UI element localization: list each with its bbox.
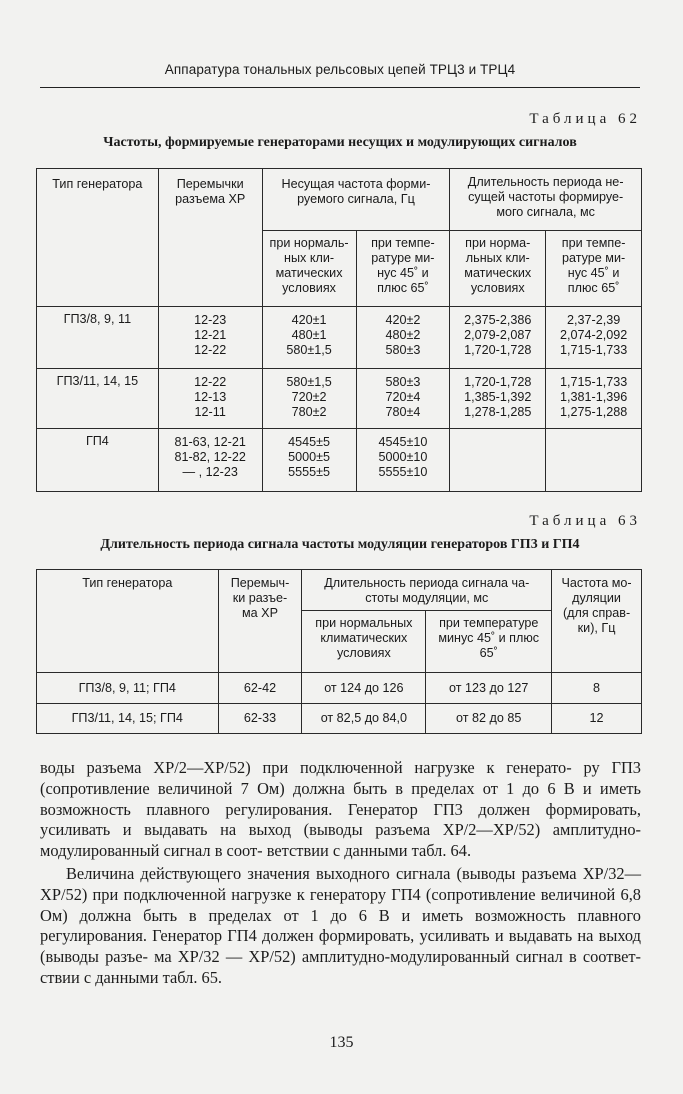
t63-header-jumpers: Перемыч- ки разъе- ма ХР <box>218 570 302 673</box>
table-row <box>37 307 642 369</box>
table62 <box>36 168 642 492</box>
t62-r2-type: ГП3/11, 14, 15 <box>37 369 159 429</box>
table63 <box>36 569 642 734</box>
t63-header-mod-freq: Частота мо- дуляции (для справ- ки), Гц <box>552 570 642 673</box>
t62-header-freq-normal: при нормаль- ных кли- матических условиях <box>262 231 356 307</box>
t62-header-carrier-period: Длительность периода не- сущей частоты формируе- мого сигнала, мс <box>450 169 642 231</box>
header-rule <box>40 87 640 88</box>
t63-r2-jumpers: 62-33 <box>218 704 302 734</box>
t62-r1-period-normal: 2,375-2,386 2,079-2,087 1,720-1,728 <box>450 307 546 369</box>
t62-header-period-temp: при темпе- ратуре ми- нус 45˚ и плюс 65˚ <box>546 231 642 307</box>
t62-r1-freq-temp: 420±2 480±2 580±3 <box>356 307 450 369</box>
t62-header-freq-temp: при темпе- ратуре ми- нус 45˚ и плюс 65˚ <box>356 231 450 307</box>
t62-r2-period-temp: 1,715-1,733 1,381-1,396 1,275-1,288 <box>546 369 642 429</box>
t62-r2-freq-normal: 580±1,5 720±2 780±2 <box>262 369 356 429</box>
t62-r2-period-normal: 1,720-1,728 1,385-1,392 1,278-1,285 <box>450 369 546 429</box>
t62-r1-type: ГП3/8, 9, 11 <box>37 307 159 369</box>
t63-header-period: Длительность периода сигнала ча- стоты модуляции, мс <box>302 570 552 611</box>
running-head: Аппаратура тональных рельсовых цепей ТРЦ3 и ТРЦ4 <box>164 62 516 77</box>
table62-number: Таблица 62 <box>529 111 641 127</box>
t63-r1-temp: от 123 до 127 <box>426 673 552 704</box>
paragraph-2: Величина действующего значения выходного сигнала (выводы разъема ХР/32—ХР/52) при подключенной нагрузке к генератору ГП4 (сопротивление величиной 6,8 Ом) должна быть в пределах от 1 до 6 В и иметь возможность плавного регулирования. Генератор ГП4 должен формировать, усиливать и выдавать на выход (выводы разъе- ма ХР/32 — ХР/52) амплитудно-модулированный сигнал в соответ- ствии с данными табл. 65. <box>40 863 642 987</box>
t62-r2-jumpers: 12-22 12-13 12-11 <box>158 369 262 429</box>
table63-number: Таблица 63 <box>529 513 641 529</box>
table-row <box>37 429 642 492</box>
t63-r1-type: ГП3/8, 9, 11; ГП4 <box>37 673 219 704</box>
t62-r3-type: ГП4 <box>37 429 159 492</box>
t62-r3-freq-temp: 4545±10 5000±10 5555±10 <box>356 429 450 492</box>
t62-r2-freq-temp: 580±3 720±4 780±4 <box>356 369 450 429</box>
t63-r2-normal: от 82,5 до 84,0 <box>302 704 426 734</box>
t63-header-temp: при температуре минус 45˚ и плюс 65˚ <box>426 611 552 673</box>
t63-r2-freq: 12 <box>552 704 642 734</box>
table62-title: Частоты, формируемые генераторами несущих и модулирующих сигналов <box>103 135 577 150</box>
t62-r1-period-temp: 2,37-2,39 2,074-2,092 1,715-1,733 <box>546 307 642 369</box>
t63-r2-temp: от 82 до 85 <box>426 704 552 734</box>
t63-header-normal: при нормальных климатических условиях <box>302 611 426 673</box>
page-number: 135 <box>329 1034 354 1051</box>
t62-header-carrier-freq: Несущая частота форми- руемого сигнала, Гц <box>262 169 450 231</box>
table63-title: Длительность периода сигнала частоты модуляции генераторов ГП3 и ГП4 <box>100 537 580 552</box>
body-text <box>40 758 641 989</box>
t63-r1-normal: от 124 до 126 <box>302 673 426 704</box>
table-row <box>37 369 642 429</box>
t62-header-period-normal: при норма- льных кли- матических условиях <box>450 231 546 307</box>
t62-r1-freq-normal: 420±1 480±1 580±1,5 <box>262 307 356 369</box>
t63-r1-freq: 8 <box>552 673 642 704</box>
t63-r1-jumpers: 62-42 <box>218 673 302 704</box>
t62-r3-period-normal <box>450 429 546 492</box>
t63-header-gen-type: Тип генератора <box>37 570 219 673</box>
t62-header-gen-type: Тип генератора <box>37 169 159 307</box>
t62-r3-period-temp <box>546 429 642 492</box>
t62-r3-freq-normal: 4545±5 5000±5 5555±5 <box>262 429 356 492</box>
t63-r2-type: ГП3/11, 14, 15; ГП4 <box>37 704 219 734</box>
t62-r1-jumpers: 12-23 12-21 12-22 <box>158 307 262 369</box>
table-row <box>37 673 642 704</box>
t62-r3-jumpers: 81-63, 12-21 81-82, 12-22 — , 12-23 <box>158 429 262 492</box>
t62-header-jumpers: Перемычки разъема ХР <box>158 169 262 307</box>
paragraph-1: воды разъема ХР/2—ХР/52) при подключенной нагрузке к генерато- ру ГП3 (сопротивление величиной 7 Ом) должна быть в пределах от 1 до 6 В и иметь возможность плавного регулирования. Генератор ГП3 должен формировать, усиливать и выдавать на выход (выводы разъема ХР/2—ХР/52) амплитудно-модулированный сигнал в соот- ветствии с данными табл. 64. <box>40 758 642 861</box>
table-row <box>37 704 642 734</box>
